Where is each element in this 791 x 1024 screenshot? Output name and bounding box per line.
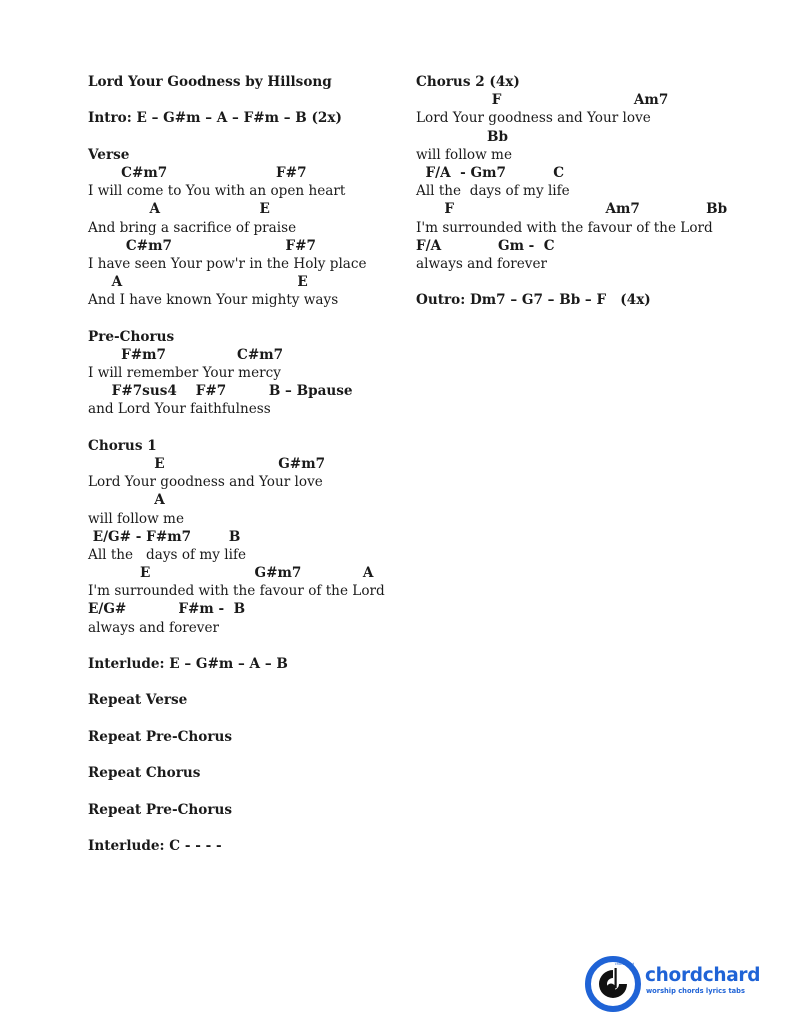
chord-line: F Am7 Bb [416, 201, 728, 218]
section-heading: Pre-Chorus [88, 328, 175, 345]
chord-line: F#m7 C#m7 [88, 346, 284, 363]
chord-line: A E [88, 201, 270, 218]
chord-line: C#m7 F#7 [88, 237, 316, 254]
lyric-line: Lord Your goodness and Your love [88, 474, 323, 491]
section-heading: Verse [88, 146, 130, 163]
logo-tagline: worship chords lyrics tabs [646, 987, 745, 995]
spacer [88, 746, 398, 764]
spacer [88, 637, 398, 655]
spacer [88, 91, 398, 109]
chordchard-logo[interactable] [585, 956, 770, 1012]
lyric-line: I will remember Your mercy [88, 365, 281, 381]
chord-line: E G#m7 A [88, 565, 374, 582]
lyric-line: I will come to You with an open heart [88, 183, 346, 200]
lyric-line: I'm surrounded with the favour of the Lord [416, 219, 713, 236]
lyric-line: All the days of my life [88, 546, 247, 563]
section-heading: Interlude: E – G#m – A – B [88, 656, 288, 672]
lyric-line: always and forever [416, 255, 548, 272]
chord-line: E/G# F#m - B [88, 601, 246, 618]
section-heading: Lord Your Goodness by Hillsong [88, 74, 332, 90]
section-heading: Repeat Pre-Chorus [88, 801, 233, 818]
section-heading: Interlude: C - - - - [88, 837, 222, 854]
chord-line: E G#m7 [88, 455, 326, 472]
spacer [88, 309, 398, 327]
section-heading: Chorus 2 (4x) [416, 74, 520, 90]
lyric-line: and Lord Your faithfulness [88, 401, 271, 418]
right-column [416, 73, 746, 309]
chord-line: F/A Gm - C [416, 237, 555, 254]
chord-line: A E [88, 274, 308, 291]
lyric-line: And bring a sacrifice of praise [88, 219, 297, 236]
chord-line: E/G# - F#m7 B [88, 528, 241, 545]
spacer [88, 710, 398, 728]
lyric-line: I have seen Your pow'r in the Holy place [88, 255, 367, 272]
section-heading: Outro: Dm7 – G7 – Bb – F (4x) [416, 292, 651, 309]
section-heading: Repeat Chorus [88, 765, 201, 782]
section-heading: Intro: E – G#m – A – F#m – B (2x) [88, 110, 342, 127]
lyric-line: All the days of my life [416, 183, 570, 200]
lyric-line: And I have known Your mighty ways [88, 292, 339, 309]
chord-line: F#7sus4 F#7 B – Bpause [88, 383, 353, 400]
section-heading: Chorus 1 [88, 437, 157, 454]
chord-line: A [88, 492, 165, 509]
spacer [88, 819, 398, 837]
logo-ring-text: chordchard [615, 962, 635, 966]
chord-line: Bb [416, 128, 508, 145]
lyric-line: will follow me [88, 510, 184, 527]
lyric-line: will follow me [416, 146, 512, 163]
section-heading: Repeat Pre-Chorus [88, 728, 233, 745]
spacer [88, 419, 398, 437]
chord-line: F/A - Gm7 C [416, 164, 565, 181]
spacer [416, 273, 746, 291]
lyric-line: always and forever [88, 619, 220, 636]
chord-line: F Am7 [416, 92, 669, 109]
lyric-line: I'm surrounded with the favour of the Lord [88, 583, 385, 600]
chord-line: C#m7 F#7 [88, 164, 307, 181]
section-heading: Repeat Verse [88, 692, 188, 709]
spacer [88, 782, 398, 800]
lyric-line: Lord Your goodness and Your love [416, 110, 651, 127]
left-column [88, 73, 398, 855]
logo-name: chordchard [645, 965, 761, 986]
spacer [88, 673, 398, 691]
spacer [88, 128, 398, 146]
chordchard-logo-icon [585, 956, 641, 1012]
